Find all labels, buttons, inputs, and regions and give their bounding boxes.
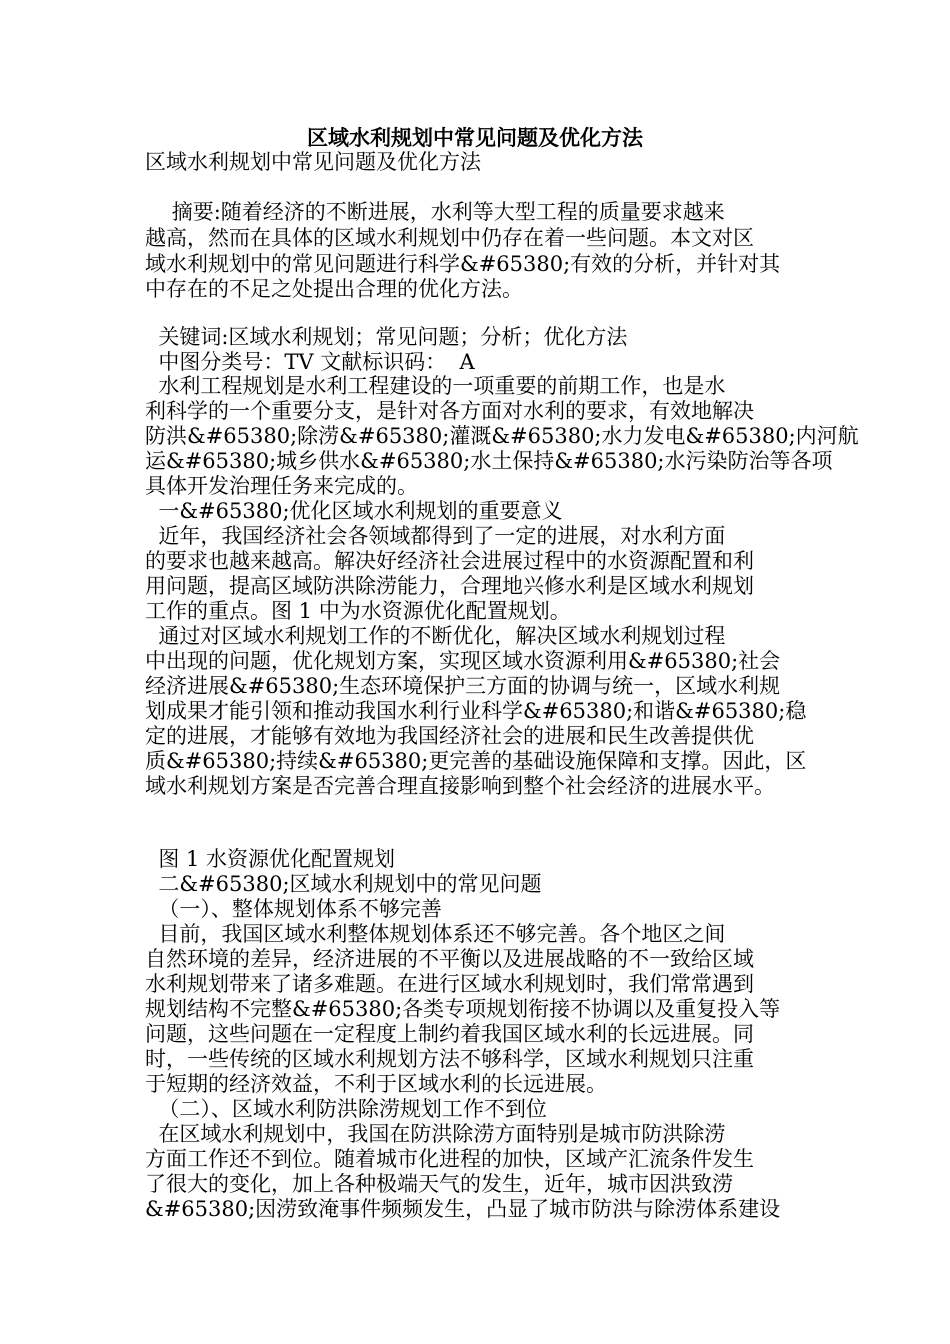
- body-line: 水利工程规划是水利工程建设的一项重要的前期工作，也是水: [145, 374, 726, 398]
- body-line: 在区域水利规划中，我国在防洪除涝方面特别是城市防洪除涝: [145, 1122, 726, 1146]
- body-line: 近年，我国经济社会各领域都得到了一定的进展，对水利方面: [145, 524, 726, 548]
- abstract-line: 摘要:随着经济的不断进展，水利等大型工程的质量要求越来: [145, 200, 725, 224]
- body-line: 了很大的变化，加上各种极端天气的发生，近年，城市因洪致涝: [145, 1172, 733, 1196]
- body-line: 经济进展&#65380;生态环境保护三方面的协调与统一，区域水利规: [145, 674, 781, 698]
- subtitle-line: 区域水利规划中常见问题及优化方法: [145, 150, 481, 174]
- section-heading: 一&#65380;优化区域水利规划的重要意义: [145, 499, 563, 523]
- abstract-line: 域水利规划中的常见问题进行科学&#65380;有效的分析，并针对其: [145, 252, 781, 276]
- body-line: 水利规划带来了诸多难题。在进行区域水利规划时，我们常常遇到: [145, 972, 754, 996]
- body-line: 工作的重点。图 1 中为水资源优化配置规划。: [145, 599, 571, 623]
- body-line: 的要求也越来越高。解决好经济社会进展过程中的水资源配置和利: [145, 549, 754, 573]
- body-line: 定的进展，才能够有效地为我国经济社会的进展和民生改善提供优: [145, 724, 754, 748]
- body-line: 问题，这些问题在一定程度上制约着我国区域水利的长远进展。同: [145, 1022, 754, 1046]
- body-line: 自然环境的差异，经济进展的不平衡以及进展战略的不一致给区域: [145, 947, 754, 971]
- document-title: 区域水利规划中常见问题及优化方法: [307, 125, 643, 150]
- section-heading: 二&#65380;区域水利规划中的常见问题: [145, 872, 542, 896]
- body-line: &#65380;因涝致淹事件频频发生，凸显了城市防洪与除涝体系建设: [145, 1197, 781, 1221]
- body-line: 方面工作还不到位。随着城市化进程的加快，区域产汇流条件发生: [145, 1147, 754, 1171]
- classification-line: 中图分类号：TV 文献标识码： A: [145, 350, 475, 374]
- body-line: 防洪&#65380;除涝&#65380;灌溉&#65380;水力发电&#65380;内河航: [145, 424, 859, 448]
- body-line: 目前，我国区域水利整体规划体系还不够完善。各个地区之间: [145, 922, 726, 946]
- body-line: 划成果才能引领和推动我国水利行业科学&#65380;和谐&#65380;稳: [145, 699, 807, 723]
- body-line: 利科学的一个重要分支，是针对各方面对水利的要求，有效地解决: [145, 399, 754, 423]
- body-line: 于短期的经济效益，不利于区域水利的长远进展。: [145, 1072, 607, 1096]
- figure-caption: 图 1 水资源优化配置规划: [145, 847, 396, 871]
- body-line: 质&#65380;持续&#65380;更完善的基础设施保障和支撑。因此，区: [145, 749, 807, 773]
- keywords-line: 关键词:区域水利规划；常见问题；分析；优化方法: [145, 325, 628, 349]
- body-line: 中出现的问题，优化规划方案，实现区域水资源利用&#65380;社会: [145, 649, 781, 673]
- subsection-heading: （一）、整体规划体系不够完善: [145, 897, 442, 921]
- body-line: 用问题，提高区域防洪除涝能力，合理地兴修水利是区域水利规划: [145, 574, 754, 598]
- body-line: 域水利规划方案是否完善合理直接影响到整个社会经济的进展水平。: [145, 774, 775, 798]
- abstract-line: 中存在的不足之处提出合理的优化方法。: [145, 277, 523, 301]
- body-line: 时，一些传统的区域水利规划方法不够科学，区域水利规划只注重: [145, 1047, 754, 1071]
- body-line: 规划结构不完整&#65380;各类专项规划衔接不协调以及重复投入等: [145, 997, 781, 1021]
- abstract-line: 越高，然而在具体的区域水利规划中仍存在着一些问题。本文对区: [145, 226, 754, 250]
- body-line: 具体开发治理任务来完成的。: [145, 474, 418, 498]
- body-line: 运&#65380;城乡供水&#65380;水土保持&#65380;水污染防治等各项: [145, 449, 833, 473]
- subsection-heading: （二）、区域水利防洪除涝规划工作不到位: [145, 1097, 547, 1121]
- body-line: 通过对区域水利规划工作的不断优化，解决区域水利规划过程: [145, 624, 726, 648]
